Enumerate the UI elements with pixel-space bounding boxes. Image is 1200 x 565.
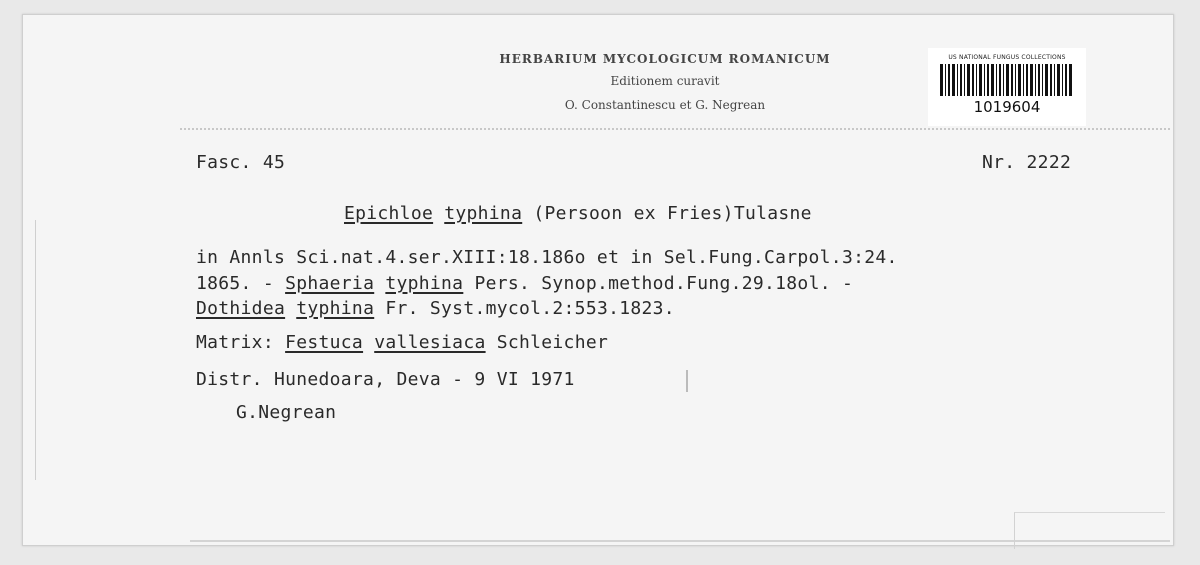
synonym2-epithet: typhina (296, 298, 375, 319)
species-name (344, 203, 812, 224)
distribution-line: Distr. Hunedoara, Deva - 9 VI 1971 (196, 369, 575, 390)
editors-names: O. Constantinescu et G. Negrean (564, 98, 766, 112)
fold-line-left (35, 220, 36, 480)
ref-line2-post: Pers. Synop.method.Fung.29.18ol. - (463, 273, 854, 294)
synonym1-epithet: typhina (385, 273, 464, 294)
mark (686, 370, 688, 392)
barcode-label (928, 48, 1086, 126)
matrix-genus: Festuca (285, 332, 364, 353)
species-genus: Epichloe (344, 203, 434, 224)
editor-line: Editionem curavit (610, 74, 720, 88)
reference-line-1: in Annls Sci.nat.4.ser.XIII:18.186o et in Sel.Fung.Carpol.3:24. (196, 247, 898, 268)
collector-name: G.Negrean (236, 402, 337, 423)
fascicle-number: Fasc. 45 (196, 152, 286, 173)
barcode-icon (940, 64, 1074, 96)
herbarium-header (440, 52, 890, 112)
synonym2-genus: Dothidea (196, 298, 286, 319)
exsiccata-number: Nr. 2222 (982, 152, 1072, 173)
species-epithet: typhina (444, 203, 523, 224)
matrix-line (196, 332, 608, 353)
ref-line2-pre: 1865. - (196, 273, 286, 294)
fold-line-top (180, 128, 1170, 130)
reference-line-2 (196, 273, 853, 294)
paper-edge (1014, 512, 1165, 549)
synonym1-genus: Sphaeria (285, 273, 375, 294)
matrix-author: Schleicher (485, 332, 609, 353)
reference-line-3 (196, 298, 675, 319)
matrix-epithet: vallesiaca (374, 332, 486, 353)
species-author: (Persoon ex Fries)Tulasne (533, 203, 812, 224)
herbarium-title: HERBARIUM MYCOLOGICUM ROMANICUM (499, 52, 831, 66)
ref-line3-post: Fr. Syst.mycol.2:553.1823. (374, 298, 675, 319)
barcode-number: 1019604 (973, 98, 1041, 116)
barcode-caption: US NATIONAL FUNGUS COLLECTIONS (948, 54, 1066, 61)
matrix-label: Matrix: (196, 332, 286, 353)
